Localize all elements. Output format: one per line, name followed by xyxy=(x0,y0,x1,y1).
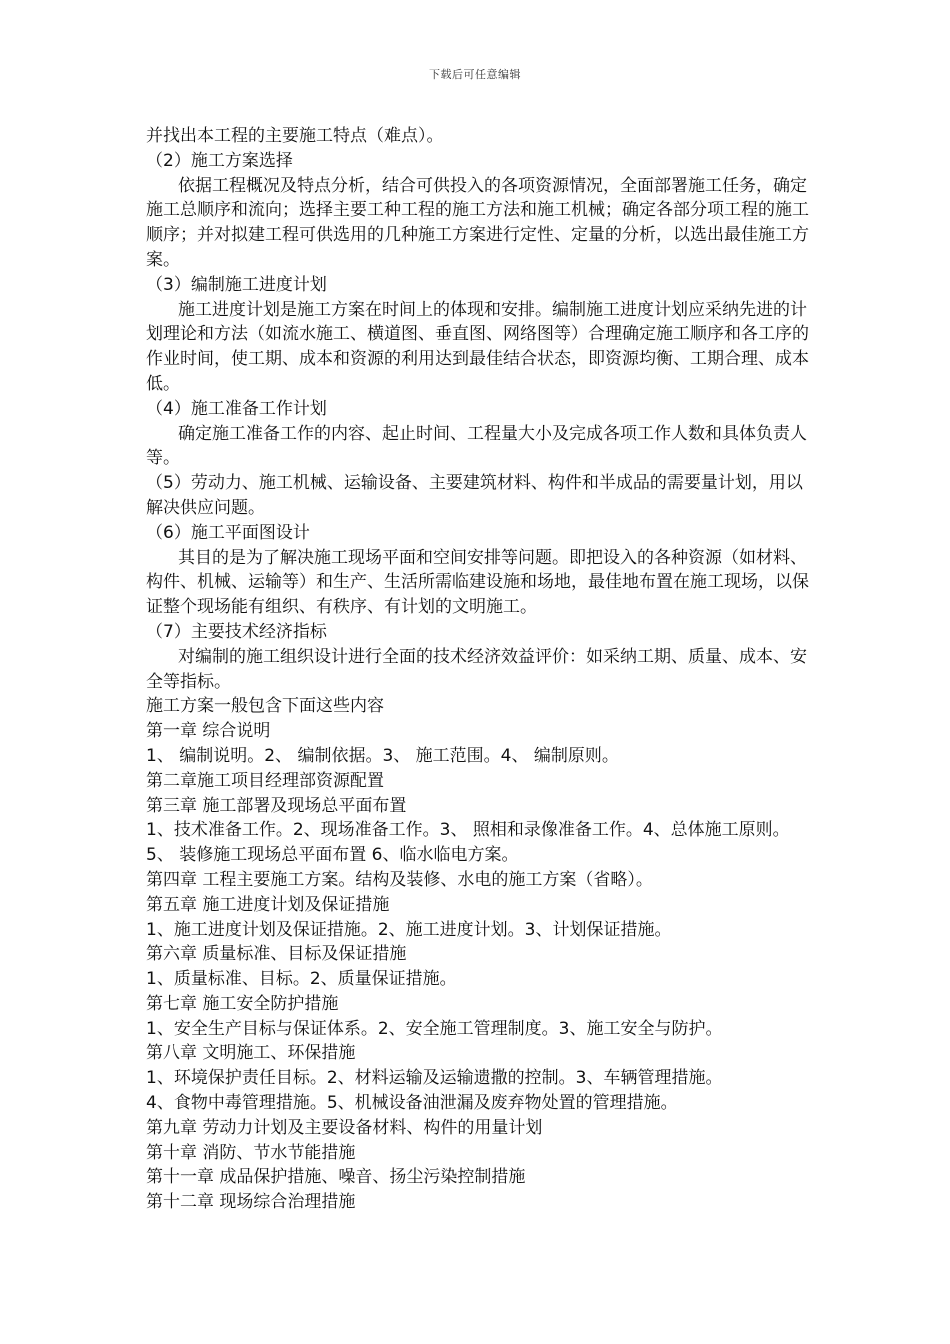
page-header: 下载后可任意编辑 xyxy=(429,68,521,81)
paragraph: （5）劳动力、施工机械、运输设备、主要建筑材料、构件和半成品的需要量计划，用以解决供应问题。 xyxy=(146,473,803,518)
paragraph: 4、食物中毒管理措施。5、机械设备油泄漏及废弃物处置的管理措施。 xyxy=(146,1093,678,1114)
paragraph: 第十章 消防、节水节能措施 xyxy=(146,1142,356,1163)
paragraph: （6）施工平面图设计 xyxy=(146,522,310,543)
paragraph: 第二章施工项目经理部资源配置 xyxy=(146,770,384,791)
paragraph: 确定施工准备工作的内容、起止时间、工程量大小及完成各项工作人数和具体负责人等。 xyxy=(146,423,807,469)
paragraph: 施工进度计划是施工方案在时间上的体现和安排。编制施工进度计划应采纳先进的计划理论和方法（如流水施工、横道图、垂直图、网络图等）合理确定施工顺序和各工序的作业时间，使工期、成本和资源的利用达到最佳结合状态，即资源均衡、工期合理、成本低。 xyxy=(146,299,809,394)
paragraph: 1、施工进度计划及保证措施。2、施工进度计划。3、计划保证措施。 xyxy=(146,919,672,940)
paragraph: 并找出本工程的主要施工特点（难点）。 xyxy=(146,126,444,146)
paragraph: 1、 编制说明。2、 编制依据。3、 施工范围。4、 编制原则。 xyxy=(146,745,619,766)
paragraph: 1、环境保护责任目标。2、材料运输及运输遗撒的控制。3、车辆管理措施。 xyxy=(146,1068,723,1089)
paragraph: 第十一章 成品保护措施、噪音、扬尘污染控制措施 xyxy=(146,1167,526,1188)
paragraph: （7）主要技术经济指标 xyxy=(146,621,327,642)
paragraph: 第三章 施工部署及现场总平面布置 xyxy=(146,795,407,816)
document-body xyxy=(146,124,816,1215)
paragraph: 第五章 施工进度计划及保证措施 xyxy=(146,894,390,915)
paragraph: 依据工程概况及特点分析，结合可供投入的各项资源情况，全面部署施工任务，确定施工总顺序和流向；选择主要工种工程的施工方法和施工机械；确定各部分项工程的施工顺序；并对拟建工程可供选用的几种施工方案进行定性、定量的分析，以选出最佳施工方案。 xyxy=(146,175,809,270)
paragraph: （2）施工方案选择 xyxy=(146,150,293,171)
paragraph: 第六章 质量标准、目标及保证措施 xyxy=(146,944,407,965)
paragraph: 1、技术准备工作。2、现场准备工作。3、 照相和录像准备工作。4、总体施工原则。5、 装修施工现场总平面布置 6、临水临电方案。 xyxy=(146,820,790,866)
paragraph: 施工方案一般包含下面这些内容 xyxy=(146,696,384,717)
paragraph: 第十二章 现场综合治理措施 xyxy=(146,1192,356,1213)
paragraph: （3）编制施工进度计划 xyxy=(146,274,327,295)
paragraph: 1、安全生产目标与保证体系。2、安全施工管理制度。3、施工安全与防护。 xyxy=(146,1018,723,1039)
paragraph: 其目的是为了解决施工现场平面和空间安排等问题。即把设入的各种资源（如材料、构件、机械、运输等）和生产、生活所需临建设施和场地，最佳地布置在施工现场，以保证整个现场能有组织、有秩序、有计划的文明施工。 xyxy=(146,547,809,618)
paragraph: （4）施工准备工作计划 xyxy=(146,398,327,419)
paragraph: 第七章 施工安全防护措施 xyxy=(146,993,339,1014)
paragraph: 第一章 综合说明 xyxy=(146,721,271,742)
paragraph: 对编制的施工组织设计进行全面的技术经济效益评价：如采纳工期、质量、成本、安全等指标。 xyxy=(146,646,807,692)
paragraph: 第九章 劳动力计划及主要设备材料、构件的用量计划 xyxy=(146,1117,543,1138)
paragraph: 1、质量标准、目标。2、质量保证措施。 xyxy=(146,969,457,990)
paragraph: 第四章 工程主要施工方案。结构及装修、水电的施工方案（省略）。 xyxy=(146,869,653,890)
paragraph: 第八章 文明施工、环保措施 xyxy=(146,1043,356,1064)
